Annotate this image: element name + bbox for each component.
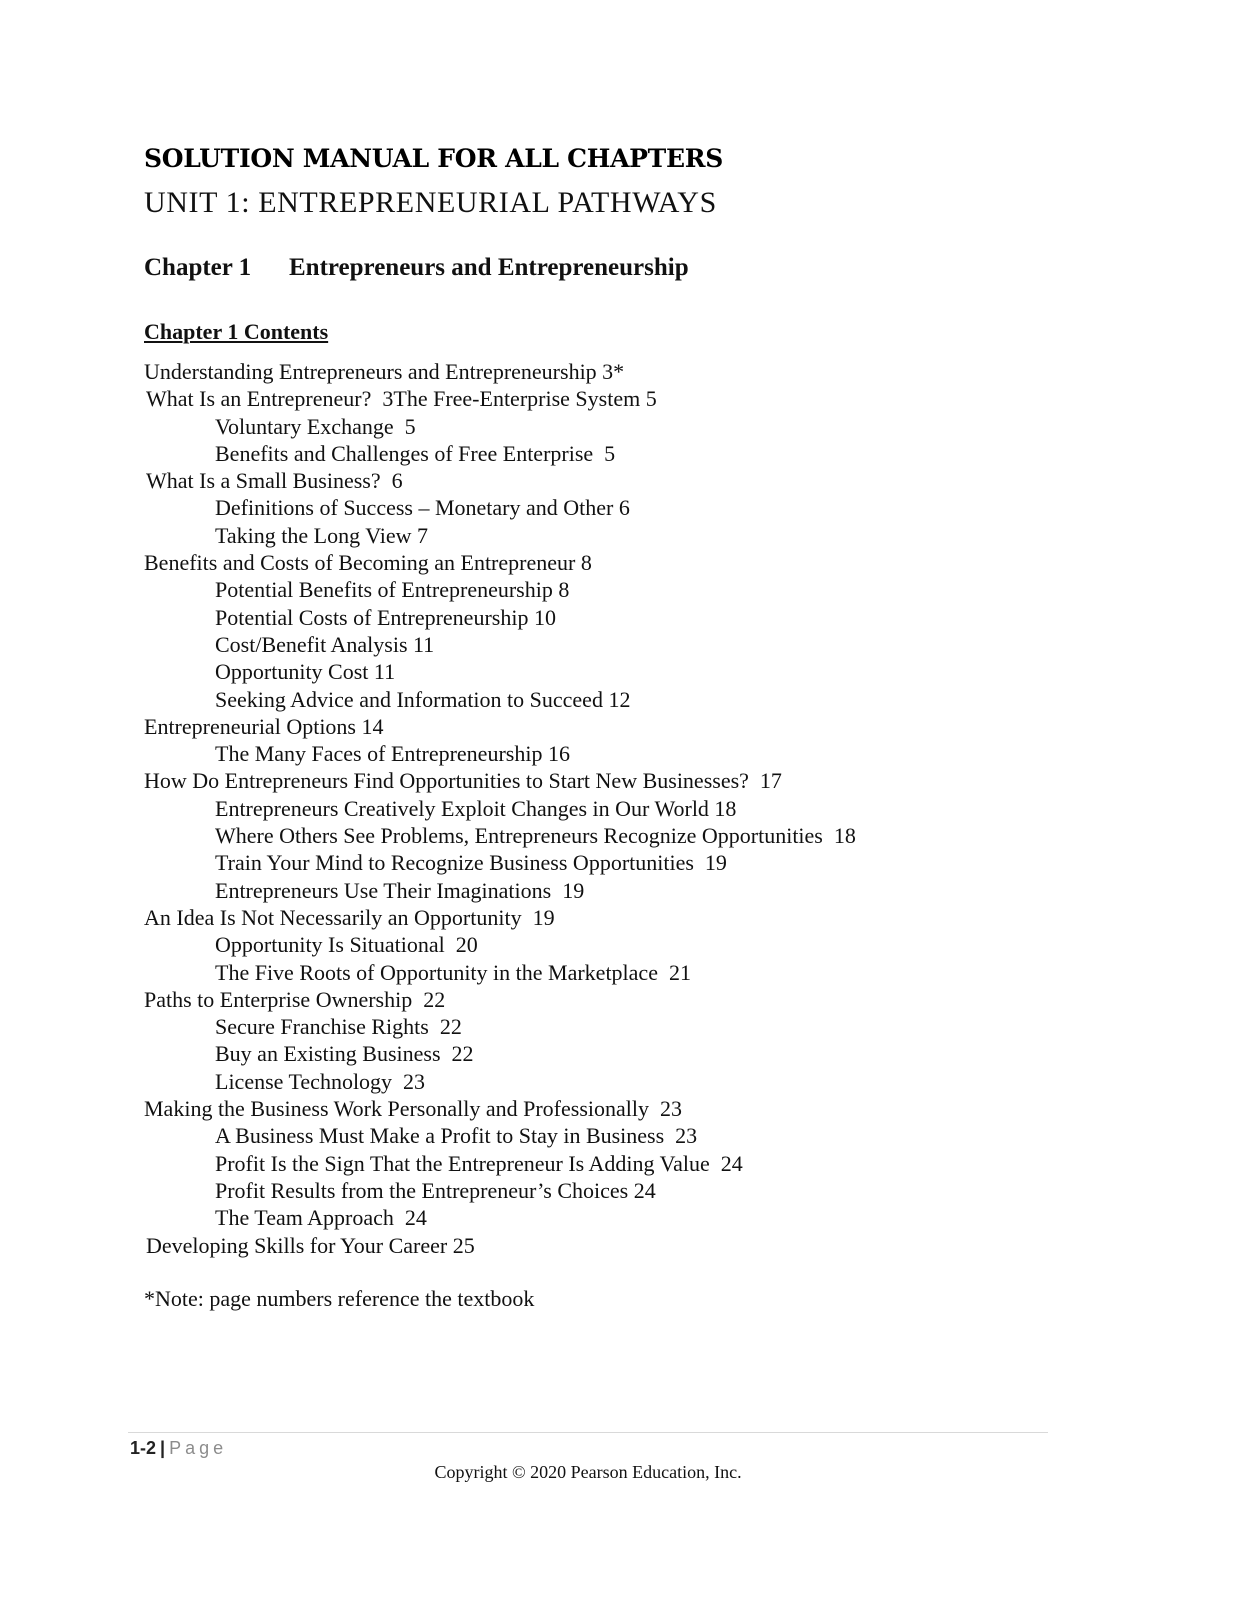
chapter-number: Chapter 1 [144,254,252,281]
toc-subentry: Where Others See Problems, Entrepreneurs Recognize Opportunities 18 [215,823,856,849]
footer-divider [128,1432,1048,1433]
page-separator: | [160,1438,166,1458]
page-number: 1-2 [130,1438,157,1458]
toc-subentry: Definitions of Success – Monetary and Other 6 [215,495,630,521]
toc-subentry: Entrepreneurs Use Their Imaginations 19 [215,877,585,903]
toc-entry: Benefits and Costs of Becoming an Entrepreneur 8 [144,550,592,576]
toc-subentry: Entrepreneurs Creatively Exploit Changes in Our World 18 [215,795,737,821]
contents-heading: Chapter 1 Contents [144,319,329,344]
toc-subentry: Potential Benefits of Entrepreneurship 8 [215,577,570,603]
toc-subentry: The Five Roots of Opportunity in the Marketplace 21 [215,959,691,985]
solution-manual-banner: SOLUTION MANUAL FOR ALL CHAPTERS [144,144,723,173]
chapter-heading [144,254,689,282]
toc-subentry: Benefits and Challenges of Free Enterprise 5 [215,440,616,466]
toc-subentry: Seeking Advice and Information to Succeed 12 [215,686,631,712]
toc-subentry: Train Your Mind to Recognize Business Opportunities 19 [215,850,727,876]
toc-entry: An Idea Is Not Necessarily an Opportunity 19 [144,904,555,930]
toc-subentry: License Technology 23 [215,1068,426,1094]
copyright-notice: Copyright © 2020 Pearson Education, Inc. [434,1462,742,1482]
toc-subentry: Secure Franchise Rights 22 [215,1014,462,1040]
toc-entry: What Is a Small Business? 6 [146,468,403,494]
toc-subentry: Profit Results from the Entrepreneur’s Choices 24 [215,1177,656,1203]
toc-entry: Developing Skills for Your Career 25 [146,1232,475,1258]
toc-entry: What Is an Entrepreneur? 3The Free-Enterprise System 5 [146,386,657,412]
unit-title: UNIT 1: ENTREPRENEURIAL PATHWAYS [144,186,717,219]
toc-subentry: Opportunity Is Situational 20 [215,932,478,958]
toc-entry: Entrepreneurial Options 14 [144,713,384,739]
toc-subentry: The Team Approach 24 [215,1205,427,1231]
page-number-label [130,1438,227,1459]
toc-subentry: Cost/Benefit Analysis 11 [215,631,435,657]
page-reference-note: *Note: page numbers reference the textbook [144,1286,535,1311]
toc-subentry: Buy an Existing Business 22 [215,1041,474,1067]
page-word: Page [169,1438,228,1458]
toc-subentry: Opportunity Cost 11 [215,659,396,685]
toc-subentry: A Business Must Make a Profit to Stay in Business 23 [215,1123,698,1149]
toc-entry: How Do Entrepreneurs Find Opportunities to Start New Businesses? 17 [144,768,782,794]
table-of-contents [144,358,856,1259]
chapter-title: Entrepreneurs and Entrepreneurship [289,254,689,281]
toc-subentry: Voluntary Exchange 5 [215,413,416,439]
toc-entry: Paths to Enterprise Ownership 22 [144,986,446,1012]
toc-subentry: Taking the Long View 7 [215,522,429,548]
toc-subentry: Potential Costs of Entrepreneurship 10 [215,604,556,630]
toc-entry: Making the Business Work Personally and Professionally 23 [144,1096,683,1122]
toc-subentry: Profit Is the Sign That the Entrepreneur Is Adding Value 24 [215,1150,743,1176]
toc-subentry: The Many Faces of Entrepreneurship 16 [215,741,570,767]
toc-entry: Understanding Entrepreneurs and Entrepreneurship 3* [144,359,625,384]
